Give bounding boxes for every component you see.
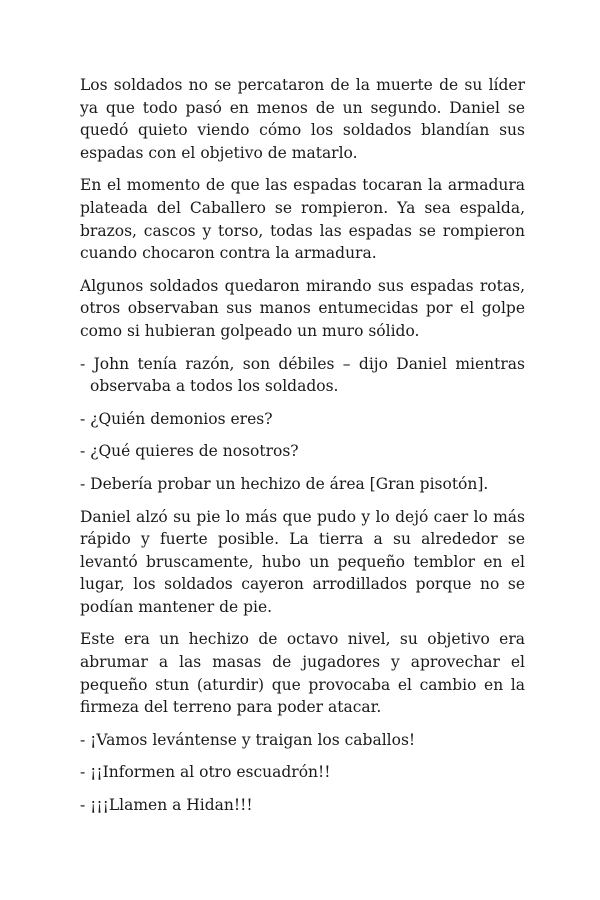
paragraph-2: En el momento de que las espadas tocaran la armadura plateada del Caballero se rompieron. Ya sea espalda, brazos, cascos y torso, todas las espadas se rompieron cuando chocaron contra la armadura. [80, 176, 525, 263]
dialogue-line-5: - ¡Vamos levántense y traigan los caballos! [80, 730, 416, 749]
dialogue-line-7: - ¡¡¡Llamen a Hidan!!! [80, 796, 253, 815]
dialogue-line-2: - ¿Quién demonios eres? [80, 409, 273, 428]
book-page [80, 74, 525, 827]
paragraph-3: Algunos soldados quedaron mirando sus espadas rotas, otros observaban sus manos entumecidas por el golpe como si hubieran golpeado un muro sólido. [80, 276, 525, 340]
dialogue-line-1: - John tenía razón, son débiles – dijo Daniel mientras observaba a todos los soldados. [80, 354, 525, 396]
dialogue-line-3: - ¿Qué quieres de nosotros? [80, 442, 299, 461]
paragraph-4: Daniel alzó su pie lo más que pudo y lo dejó caer lo más rápido y fuerte posible. La tierra a su alrededor se levantó bruscamente, hubo un pequeño temblor en el lugar, los soldados cayeron arrodillados porque no se podían mantener de pie. [80, 507, 525, 616]
dialogue-line-6: - ¡¡Informen al otro escuadrón!! [80, 763, 331, 782]
dialogue-line-4: - Debería probar un hechizo de área [Gran pisotón]. [80, 474, 489, 493]
paragraph-5: Este era un hechizo de octavo nivel, su objetivo era abrumar a las masas de jugadores y aprovechar el pequeño stun (aturdir) que provocaba el cambio en la firmeza del terreno para poder atacar. [80, 630, 525, 717]
paragraph-1: Los soldados no se percataron de la muerte de su líder ya que todo pasó en menos de un segundo. Daniel se quedó quieto viendo cómo los soldados blandían sus espadas con el objetivo de matarlo. [80, 76, 525, 162]
